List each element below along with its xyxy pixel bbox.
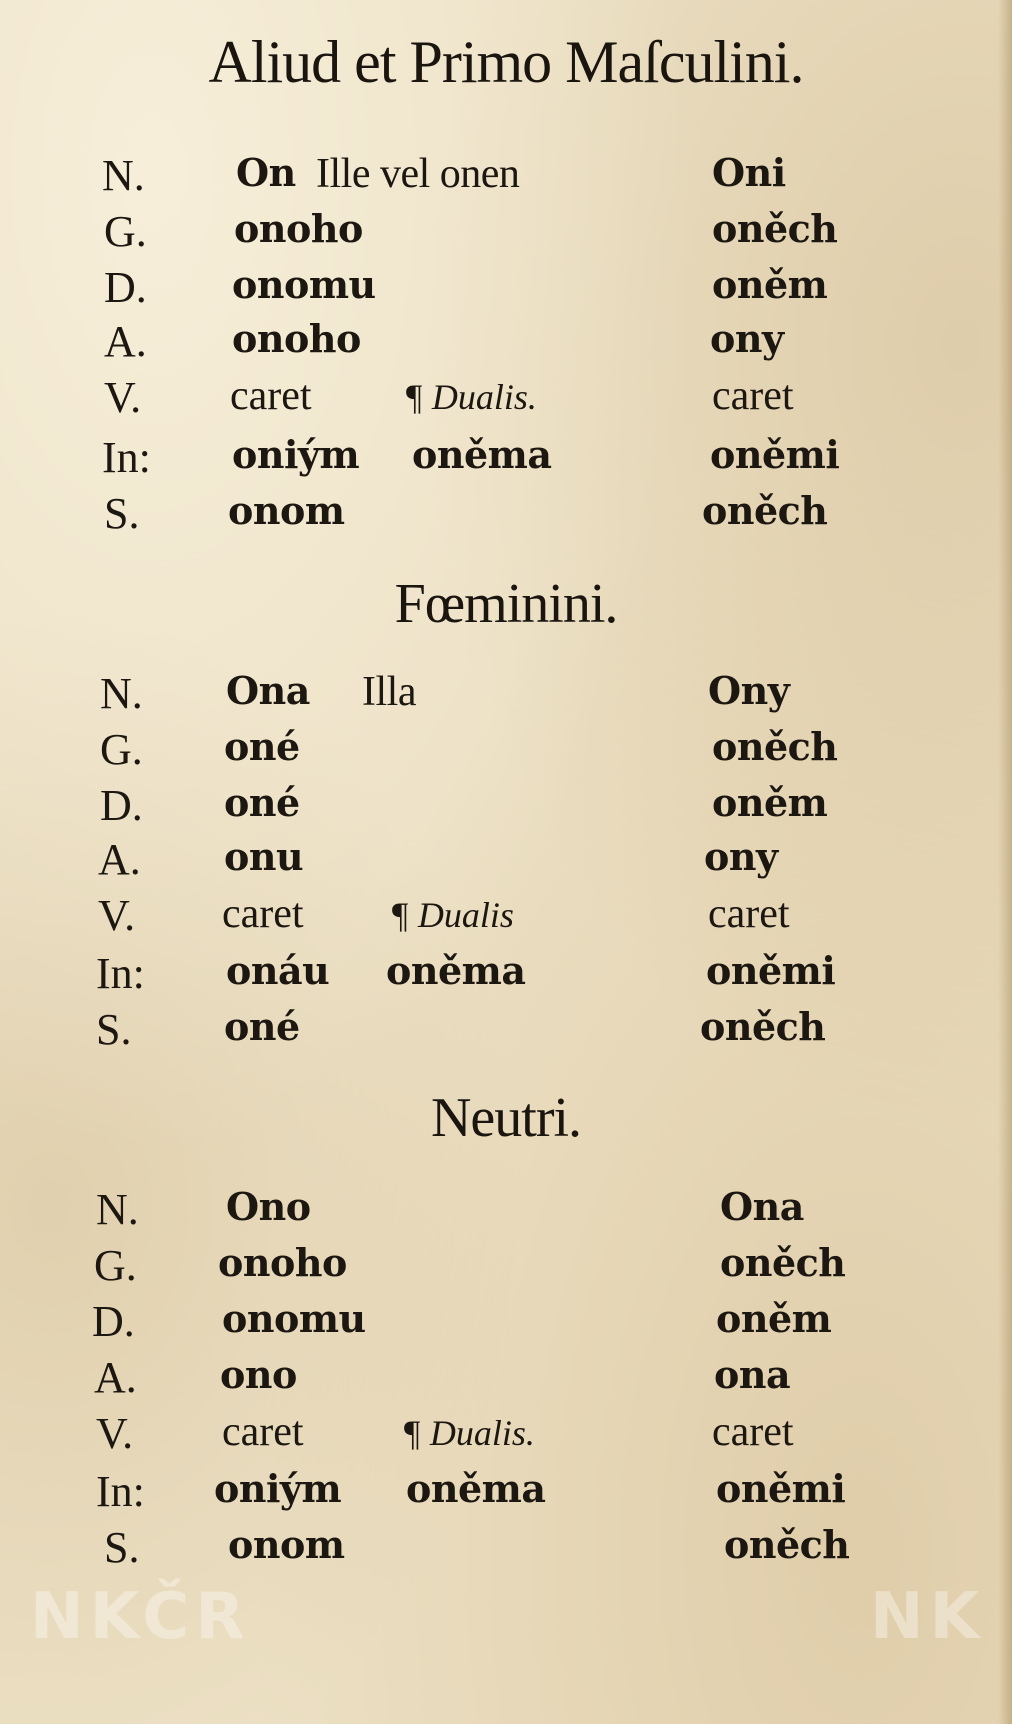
singular-form: onoho (234, 206, 363, 251)
singular-form: onoho (218, 1240, 347, 1285)
table-row (0, 890, 1012, 948)
case-label: V. (96, 1409, 134, 1458)
case-label: A. (94, 1353, 137, 1402)
case-label: A. (104, 317, 147, 366)
latin-gloss: Illa (362, 669, 416, 715)
plural-form: Ony (708, 668, 790, 713)
plural-form: Oni (712, 150, 786, 195)
plural-form: oněch (702, 488, 828, 533)
case-label: S. (104, 1523, 140, 1572)
plural-form: Ona (720, 1184, 804, 1229)
plural-form: ony (704, 834, 778, 879)
singular-form: Ono (226, 1184, 311, 1229)
plural-form: caret (708, 891, 790, 937)
singular-form: On (236, 150, 296, 195)
case-label: S. (96, 1005, 132, 1054)
singular-form: onomu (222, 1296, 366, 1341)
table-row (0, 948, 1012, 1006)
table-row (0, 262, 1012, 320)
dual-marker: ¶ Dualis. (402, 1413, 535, 1453)
plural-form: caret (712, 373, 794, 419)
case-label: A. (98, 835, 141, 884)
singular-form: oné (224, 780, 300, 825)
case-label: N. (102, 151, 145, 200)
case-label: V. (98, 891, 136, 940)
table-row (0, 150, 1012, 208)
plural-form: ony (710, 316, 784, 361)
dual-marker: ¶ Dualis. (404, 377, 537, 417)
watermark-right: NK (870, 1580, 986, 1654)
singular-form: caret (222, 891, 304, 937)
case-label: D. (92, 1297, 135, 1346)
section-heading-feminine: Fœminini. (394, 573, 618, 635)
table-row (0, 1466, 1012, 1524)
table-row (0, 668, 1012, 726)
case-label: N. (100, 669, 143, 718)
plural-form: oněch (720, 1240, 846, 1285)
table-row (0, 316, 1012, 374)
table-row (0, 1352, 1012, 1410)
plural-form: oněm (712, 262, 828, 307)
singular-form: ono (220, 1352, 297, 1397)
table-row (0, 1296, 1012, 1354)
plural-form: oněch (724, 1522, 850, 1567)
table-row (0, 1004, 1012, 1062)
singular-form: onom (228, 1522, 345, 1567)
latin-gloss: Ille vel onen (316, 151, 520, 197)
plural-form: oněmi (710, 432, 840, 477)
plural-form: caret (712, 1409, 794, 1455)
case-label: N. (96, 1185, 139, 1234)
singular-form: onom (228, 488, 345, 533)
table-row (0, 724, 1012, 782)
plural-form: oněch (700, 1004, 826, 1049)
table-row (0, 1408, 1012, 1466)
plural-form: oněmi (716, 1466, 846, 1511)
singular-form: onomu (232, 262, 376, 307)
page-title: Aliud et Primo Maſculini. (208, 29, 804, 95)
case-label: S. (104, 489, 140, 538)
case-label: G. (104, 207, 147, 256)
case-label: In: (96, 1467, 145, 1516)
table-row (0, 1522, 1012, 1580)
plural-form: ona (714, 1352, 791, 1397)
dual-marker: ¶ Dualis (390, 895, 514, 935)
case-label: G. (100, 725, 143, 774)
table-row (0, 1184, 1012, 1242)
singular-form: oniým (214, 1466, 342, 1511)
singular-form: onu (224, 834, 304, 879)
dual-form: oněma (412, 432, 552, 477)
singular-form: oné (224, 1004, 300, 1049)
case-label: D. (100, 781, 143, 830)
case-label: V. (104, 373, 142, 422)
dual-form: oněma (386, 948, 526, 993)
case-label: In: (96, 949, 145, 998)
section-heading-neuter: Neutri. (430, 1087, 582, 1149)
watermark-left: NKČR (30, 1580, 251, 1654)
singular-form: onoho (232, 316, 361, 361)
case-label: G. (94, 1241, 137, 1290)
case-label: In: (102, 433, 151, 482)
dual-form: oněma (406, 1466, 546, 1511)
table-row (0, 834, 1012, 892)
case-label: D. (104, 263, 147, 312)
singular-form: Ona (226, 668, 310, 713)
plural-form: oněm (716, 1296, 832, 1341)
plural-form: oněm (712, 780, 828, 825)
singular-form: caret (230, 373, 312, 419)
plural-form: oněmi (706, 948, 836, 993)
table-row (0, 432, 1012, 490)
table-row (0, 780, 1012, 838)
singular-form: oniým (232, 432, 360, 477)
plural-form: oněch (712, 206, 838, 251)
singular-form: caret (222, 1409, 304, 1455)
plural-form: oněch (712, 724, 838, 769)
table-row (0, 206, 1012, 264)
singular-form: oné (224, 724, 300, 769)
table-row (0, 1240, 1012, 1298)
table-row (0, 488, 1012, 546)
table-row (0, 372, 1012, 430)
singular-form: onáu (226, 948, 330, 993)
